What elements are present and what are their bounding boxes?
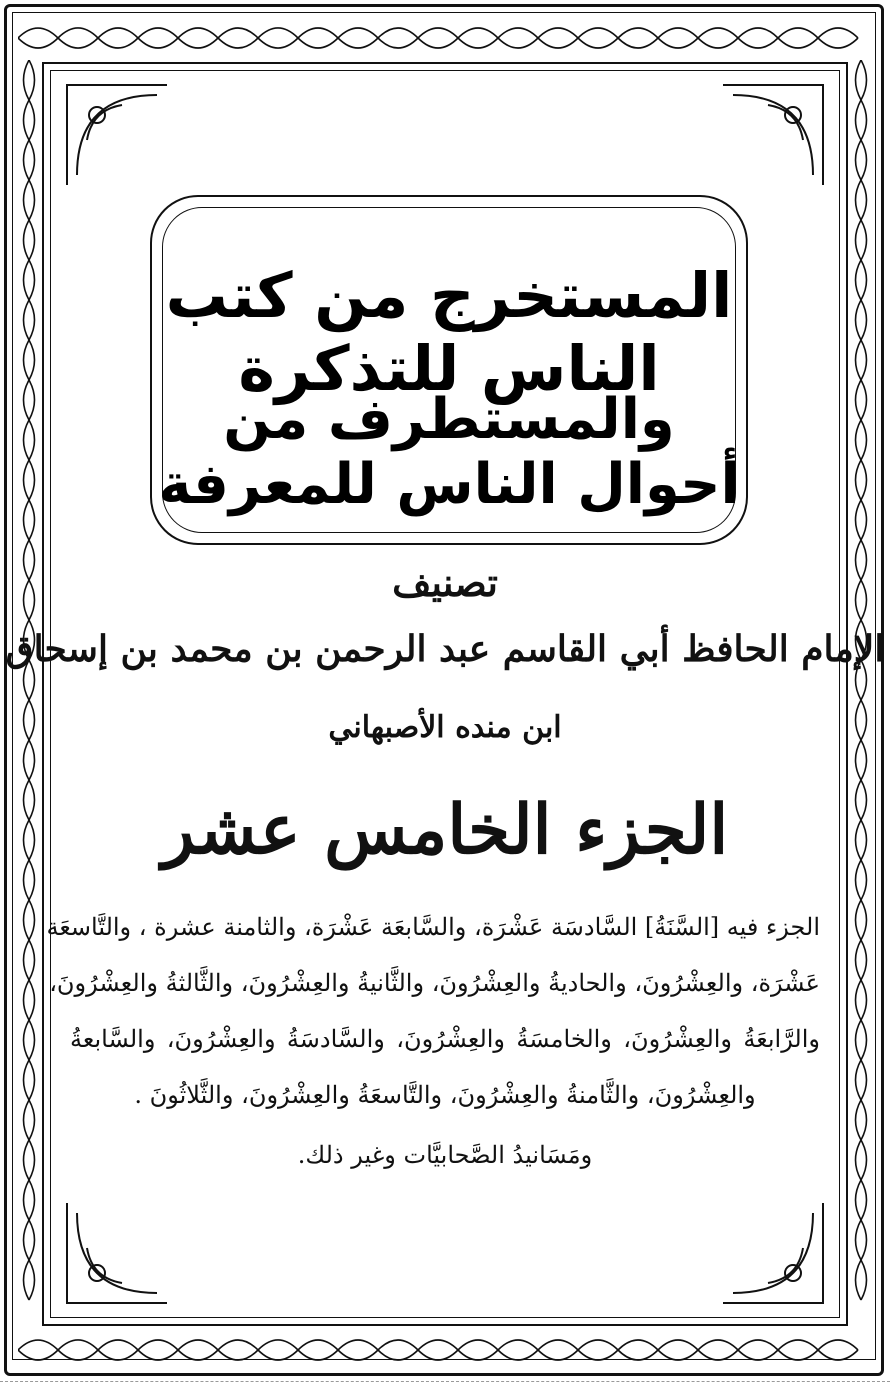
book-title-line-2: والمستطرف من أحوال الناس للمعرفة [158,387,740,517]
bottom-ornament-band [18,1330,872,1370]
description-line-4: والعِشْرُونَ، والثَّامنةُ والعِشْرُونَ، والتَّاسعَةُ والعِشْرُونَ، والثَّلاثُونَ . [134,1081,756,1109]
page-edge-rule [0,1381,890,1382]
corner-ornament-bottom-right [718,1198,828,1308]
author-name-line-2: ابن منده الأصبهاني [328,710,562,745]
tasnif-label: تصنيف [392,560,498,605]
corner-ornament-top-right [718,80,828,190]
top-ornament-band [18,18,872,58]
left-ornament-band [18,60,40,1328]
description-line-5: ومَسَانيدُ الصَّحابيَّات وغير ذلك. [297,1141,593,1169]
author-name-line-1: الإمام الحافظ أبي القاسم عبد الرحمن بن محمد بن إسحاق [5,628,885,670]
description-line-2: عَشْرَة، والعِشْرُونَ، والحاديةُ والعِشْرُونَ، والثَّانيةُ والعِشْرُونَ، والثَّالثةُ والعِشْرُونَ، [49,969,820,997]
book-title-line-1: المستخرج من كتب الناس للتذكرة [165,259,733,405]
title-cartouche [150,195,748,545]
corner-ornament-top-left [62,80,172,190]
description-line-1: الجزء فيه [السَّنَةُ] السَّادسَة عَشْرَة، والسَّابعَة عَشْرَة، والثامنة عشرة ، والتَّاسعَة [46,913,820,941]
volume-title: الجزء الخامس عشر [161,790,729,870]
corner-ornament-bottom-left [62,1198,172,1308]
description-line-3: والرَّابعَةُ والعِشْرُونَ، والخامسَةُ والعِشْرُونَ، والسَّادسَةُ والعِشْرُونَ، والسَّابعةُ [70,1025,820,1053]
right-ornament-band [850,60,872,1328]
